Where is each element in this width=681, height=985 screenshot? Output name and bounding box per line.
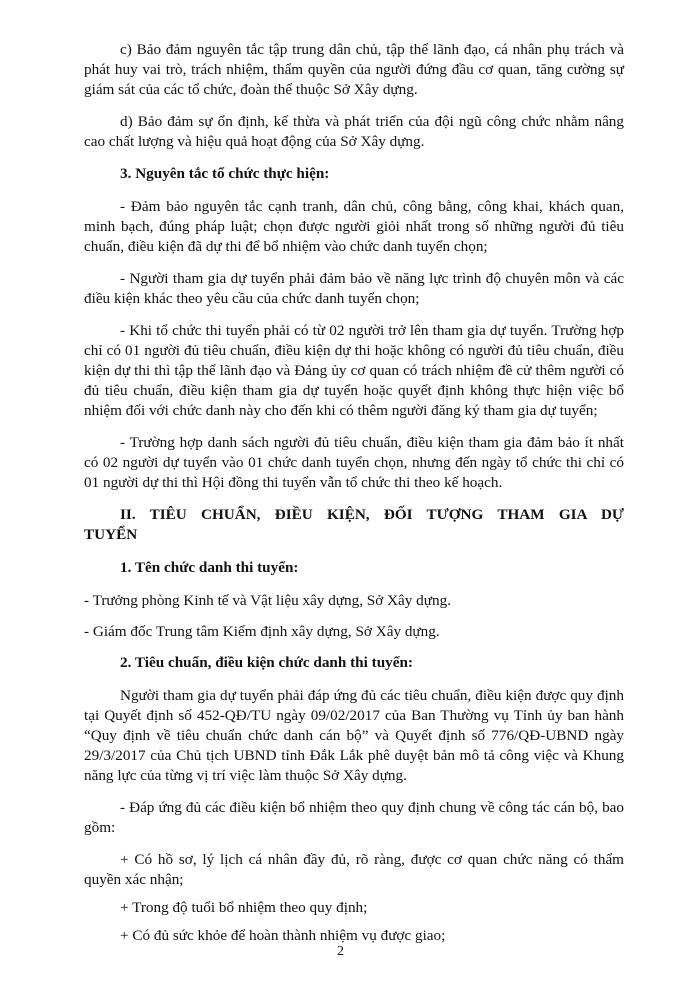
paragraph-d: d) Bảo đảm sự ổn định, kế thừa và phát triển của đội ngũ công chức nhằm nâng cao chất lượng và hiệu quả hoạt động của Sở Xây dựng.: [84, 113, 624, 150]
standards-paragraph: Người tham gia dự tuyển phải đáp ứng đủ các tiêu chuẩn, điều kiện được quy định tại Quyết định số 452-QĐ/TU ngày 09/02/2017 của Ban Thường vụ Tỉnh ủy ban hành “Quy định về tiêu chuẩn chức danh cán bộ” và Quyết định số 776/QĐ-UBND ngày 29/3/2017 của Chủ tịch UBND tỉnh Đắk Lắk phê duyệt bản mô tả công việc và Khung năng lực của từng vị trí việc làm thuộc Sở Xây dựng.: [84, 687, 624, 784]
page-number: 2: [337, 944, 344, 959]
condition-health: + Có đủ sức khỏe để hoàn thành nhiệm vụ được giao;: [120, 927, 446, 944]
document-body: [84, 40, 624, 954]
principle-single-candidate: - Trường hợp danh sách người đủ tiêu chuẩn, điều kiện tham gia đảm bảo ít nhất có 02 người dự tuyển vào 01 chức danh tuyển chọn, nhưng đến ngày tổ chức thi chỉ có 01 người dự thi thì Hội đồng thi tuyển vẫn tổ chức thi theo kế hoạch.: [84, 434, 624, 491]
conditions-paragraph: - Đáp ứng đủ các điều kiện bổ nhiệm theo quy định chung về công tác cán bộ, bao gồm:: [84, 799, 624, 836]
section-1-heading: 1. Tên chức danh thi tuyển:: [120, 559, 299, 576]
section-II-heading: II. TIÊU CHUẨN, ĐIỀU KIỆN, ĐỐI TƯỢNG THAM GIA DỰ TUYỂN: [84, 506, 624, 543]
position-item-inspection: - Giám đốc Trung tâm Kiểm định xây dựng, Sở Xây dựng.: [84, 623, 440, 640]
condition-records: + Có hồ sơ, lý lịch cá nhân đầy đủ, rõ ràng, được cơ quan chức năng có thẩm quyền xác nhận;: [84, 851, 624, 888]
condition-age: + Trong độ tuổi bổ nhiệm theo quy định;: [120, 899, 368, 916]
section-2-heading: 2. Tiêu chuẩn, điều kiện chức danh thi tuyển:: [120, 654, 413, 671]
principle-competition: - Đảm bảo nguyên tắc cạnh tranh, dân chủ, công bằng, công khai, khách quan, minh bạch, đúng pháp luật; chọn được người giỏi nhất trong số những người đủ tiêu chuẩn, điều kiện đã dự thi để bổ nhiệm vào chức danh tuyển chọn;: [84, 198, 624, 255]
paragraph-c: c) Bảo đảm nguyên tắc tập trung dân chủ, tập thể lãnh đạo, cá nhân phụ trách và phát huy vai trò, trách nhiệm, thẩm quyền của người đứng đầu cơ quan, tăng cường sự giám sát của các tổ chức, đoàn thể thuộc Sở Xây dựng.: [84, 41, 624, 98]
principle-capacity: - Người tham gia dự tuyển phải đảm bảo về năng lực trình độ chuyên môn và các điều kiện khác theo yêu cầu của chức danh tuyển chọn;: [84, 270, 624, 307]
position-item-economics: - Trưởng phòng Kinh tế và Vật liệu xây dựng, Sở Xây dựng.: [84, 592, 451, 609]
principle-minimum-candidates: - Khi tổ chức thi tuyển phải có từ 02 người trở lên tham gia dự tuyển. Trường hợp chỉ có 01 người đủ tiêu chuẩn, điều kiện dự thi hoặc không có người đủ tiêu chuẩn, điều kiện dự thi thì tập thể lãnh đạo và Đảng ủy cơ quan có trách nhiệm đề cử thêm người có đủ tiêu chuẩn, điều kiện tham gia dự tuyển hoặc quyết định không thực hiện việc bổ nhiệm đối với chức danh này cho đến khi có thêm người đăng ký tham gia dự tuyển;: [84, 322, 624, 419]
section-3-heading: 3. Nguyên tắc tổ chức thực hiện:: [120, 165, 330, 182]
